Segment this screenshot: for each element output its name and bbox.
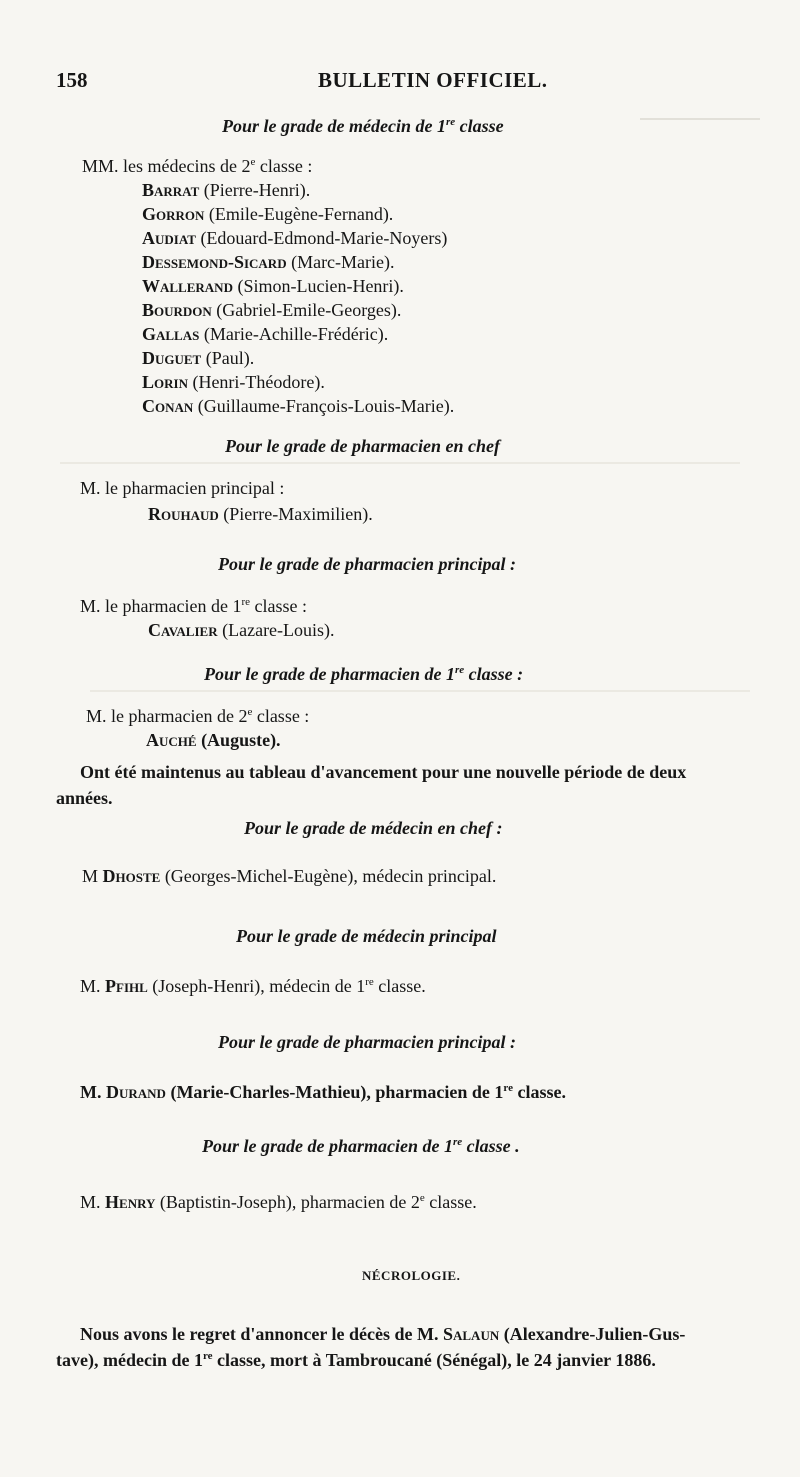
list-item: [142, 252, 395, 273]
intro-text: classe :: [255, 156, 313, 176]
list-item: [148, 620, 335, 641]
surname: Dhoste: [102, 866, 161, 886]
intro-text: classe :: [252, 706, 310, 726]
paragraph-text: Nous avons le regret d'annoncer le décès de M.: [80, 1324, 443, 1344]
paragraph-text: tave), médecin de 1: [56, 1350, 203, 1370]
superscript: re: [202, 1350, 213, 1362]
surname: Gallas: [142, 324, 200, 344]
heading-text: classe .: [462, 1136, 520, 1156]
list-item: [142, 204, 393, 225]
section-heading: Pour le grade de médecin en chef :: [244, 818, 503, 838]
superscript: e: [250, 156, 256, 168]
list-item: [142, 228, 447, 249]
section-heading: Pour le grade de médecin principal: [236, 926, 497, 946]
entry-text: (Joseph-Henri), médecin de 1: [147, 976, 366, 996]
intro-text: M. le pharmacien de 2: [86, 706, 248, 726]
list-item: [142, 300, 401, 321]
necrology-title: NÉCROLOGIE.: [362, 1268, 461, 1283]
list-item: [142, 372, 325, 393]
section-heading: Pour le grade de pharmacien en chef: [225, 436, 500, 456]
surname: Rouhaud: [148, 504, 219, 524]
list-item: [148, 504, 373, 525]
entry-text: M.: [80, 1082, 106, 1102]
given-names: (Gabriel-Emile-Georges).: [211, 300, 402, 320]
list-item: [142, 396, 454, 417]
given-names: (Auguste).: [196, 730, 281, 750]
surname: Lorin: [142, 372, 188, 392]
surname: Conan: [142, 396, 194, 416]
entry-text: classe.: [373, 976, 426, 996]
superscript: e: [419, 1192, 425, 1204]
entry-text: (Georges-Michel-Eugène), médecin principal.: [160, 866, 497, 886]
heading-text: Pour le grade de pharmacien de 1: [202, 1136, 453, 1156]
given-names: (Simon-Lucien-Henri).: [232, 276, 404, 296]
paragraph-text: (Alexandre-Julien-Gus-: [499, 1324, 686, 1344]
surname: Auché: [146, 730, 197, 750]
entry-text: classe.: [512, 1082, 566, 1102]
surname: Gorron: [142, 204, 205, 224]
given-names: (Henri-Théodore).: [187, 372, 325, 392]
paragraph-line: [56, 1350, 656, 1371]
list-item: [142, 324, 388, 345]
surname: Barrat: [142, 180, 200, 200]
given-names: (Lazare-Louis).: [217, 620, 335, 640]
list-item: [142, 180, 310, 201]
superscript: re: [445, 116, 456, 128]
given-names: (Marc-Marie).: [286, 252, 395, 272]
superscript: re: [454, 664, 465, 676]
given-names: (Emile-Eugène-Fernand).: [204, 204, 394, 224]
given-names: (Guillaume-François-Louis-Marie).: [193, 396, 455, 416]
surname: Pfihl: [105, 976, 148, 996]
surname: Bourdon: [142, 300, 212, 320]
intro-line: M. le pharmacien principal :: [80, 478, 285, 498]
bleed-through-mark: [90, 690, 750, 692]
intro-text: M. le pharmacien de 1: [80, 596, 242, 616]
entry-line: [82, 866, 496, 887]
entry-text: M.: [80, 976, 106, 996]
paragraph-text: classe, mort à Tambroucané (Sénégal), le 24 janvier 1886.: [212, 1350, 656, 1370]
section-heading: [222, 116, 504, 137]
surname: Cavalier: [148, 620, 218, 640]
superscript: re: [365, 976, 374, 988]
heading-text: Pour le grade de pharmacien de 1: [204, 664, 455, 684]
section-heading: Pour le grade de pharmacien principal :: [218, 554, 516, 574]
page-number: 158: [56, 68, 88, 92]
intro-text: classe :: [249, 596, 307, 616]
given-names: (Pierre-Henri).: [199, 180, 311, 200]
entry-text: (Baptistin-Joseph), pharmacien de 2: [155, 1192, 420, 1212]
superscript: e: [247, 706, 253, 718]
paragraph-line: années.: [56, 788, 113, 808]
bleed-through-mark: [640, 118, 760, 120]
heading-text: Pour le grade de médecin de 1: [222, 116, 446, 136]
given-names: (Paul).: [201, 348, 255, 368]
surname: Salaun: [442, 1324, 500, 1344]
given-names: (Pierre-Maximilien).: [218, 504, 373, 524]
section-heading: Pour le grade de pharmacien principal :: [218, 1032, 516, 1052]
entry-line: [80, 1192, 477, 1213]
given-names: (Edouard-Edmond-Marie-Noyers): [195, 228, 448, 248]
given-names: (Marie-Achille-Frédéric).: [199, 324, 389, 344]
surname: Durand: [106, 1082, 166, 1102]
list-item: [146, 730, 281, 751]
entry-text: M.: [80, 1192, 106, 1212]
section-heading: [204, 664, 523, 685]
surname: Henry: [105, 1192, 156, 1212]
surname: Duguet: [142, 348, 202, 368]
superscript: re: [452, 1136, 463, 1148]
page-header-title: BULLETIN OFFICIEL.: [318, 68, 548, 92]
list-item: [142, 348, 254, 369]
paragraph-line: [80, 1324, 685, 1345]
entry-line: [80, 976, 426, 997]
paragraph-line: Ont été maintenus au tableau d'avancement pour une nouvelle période de deux: [80, 762, 687, 782]
heading-text: classe :: [464, 664, 524, 684]
entry-text: (Marie-Charles-Mathieu), pharmacien de 1: [165, 1082, 504, 1102]
intro-text: MM. les médecins de 2: [82, 156, 251, 176]
heading-text: classe: [455, 116, 504, 136]
entry-text: classe.: [424, 1192, 477, 1212]
intro-line: [86, 706, 309, 727]
intro-line: [82, 156, 312, 177]
surname: Wallerand: [142, 276, 233, 296]
list-item: [142, 276, 404, 297]
surname: Audiat: [142, 228, 196, 248]
intro-line: [80, 596, 307, 617]
superscript: re: [241, 596, 250, 608]
superscript: re: [503, 1082, 513, 1094]
entry-line: [80, 1082, 566, 1103]
section-heading: [202, 1136, 520, 1157]
bleed-through-mark: [60, 462, 740, 464]
entry-text: M: [82, 866, 103, 886]
surname: Dessemond-Sicard: [142, 252, 287, 272]
